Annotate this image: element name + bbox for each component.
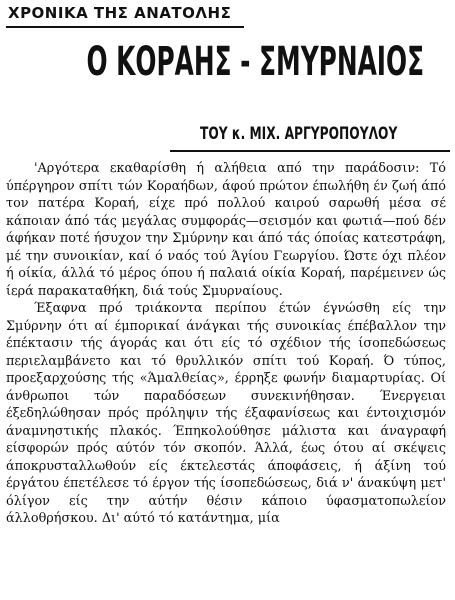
section-title: ΧΡΟΝΙΚΑ ΤΗΣ ΑΝΑΤΟΛΗΣ <box>8 4 232 22</box>
byline-rule <box>170 150 450 152</box>
article-body <box>6 160 446 528</box>
article-paragraph-2: Έξαφνα πρό τριάκοντα περίπου έτών έγνώσθη είς την Σμύρνην ότι αί έμπορικαί άνάγκαι τής συνοικίας έπέβαλλον την έπέκτασιν τής άγοράς και ότι είς τό σχέδιον τής ίσοπεδώσεως περιελαμβάνετο και τό θρυλλικόν σπίτι τού Κοραή. Ό τύπος, προεξαρχούσης τής «Άμαλθείας», έρρηξε φωνήν διαμαρτυρίας. Οί άνθρωποι τών παραδόσεων συνεκινήθησαν. Ένεργειαι έξεδηλώθησαν πρός πρόληψιν τής έξαφανίσεως και έντοιχισμόν άναμνηστικής πλακός. Έπηκολούθησε μάλιστα και άναγραφή είσφορών πρός αύτόν τόν σκοπόν. Άλλά, έως ότου αί σκέψεις άποκρυσταλλωθούν είς έκτελεστάς άποφάσεις, ή άξίνη τού έργάτου έπετέλεσε τό έργον τής ίσοπεδώσεως, διά ν' άνακύψη μετ' όλίγον είς την αύτήν θέσιν κάποιο ύφασματοπωλείον άλλοθρήσκου. Δι' αύτό τό κατάντημα, μία <box>6 301 446 526</box>
article-paragraph-1: 'Αργότερα εκαθαρίσθη ή αλήθεια από την παράδοσιν: Τό ύπέργηρον σπίτι τών Κοραήδων, άφού πρώτον έπωλήθη έν ζωή άπό τον πατέρα Κοραή, είχε πρό πολλού καιρού σαρωθή μέσα σέ κάποιαν άπό τάς μεγάλας συμφοράς—σεισμόν και φωτιά—πού δέν άφήκαν ποτέ ήσυχον την Σμύρνην και άπό τάς όποίας κατεστράφη, μέ την συνοικίαν, καί ό ναός τού Άγίου Γεωργίου. Ώστε όχι πλέον ή οίκία, άλλά τό μέρος όπου ή παλαιά οίκία Κοραή, παρέμεινεν ώς ίερά παρακαταθήκη, διά τούς Σμυρναίους. <box>6 161 446 299</box>
article-byline: ΤΟΥ κ. ΜΙΧ. ΑΡΓΥΡΟΠΟΥΛΟΥ <box>200 124 398 144</box>
article-headline: Ο ΚΟΡΑΗΣ - ΣΜΥΡΝΑΙΟΣ <box>86 39 425 85</box>
section-rule <box>6 26 244 28</box>
